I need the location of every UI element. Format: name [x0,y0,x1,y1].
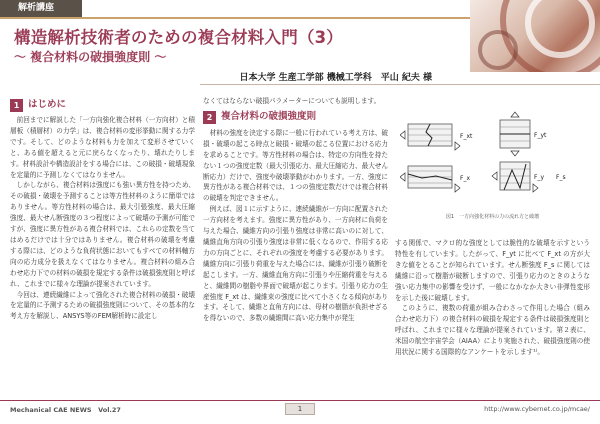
figure-caption: 図1 一方向強化材料の力の流れ方と破壊 [445,214,540,220]
paragraph: なくてはならない破損パラメーターについても説明します。 [203,97,381,105]
section-title: 複合材料の破損強度則 [221,111,317,123]
column-1 [10,96,195,322]
paragraph: このように、複数の荷重が組み合わさって作用した場合（組み合わせ応力下）の複合材料の破損を規定する条件は破損強度則と呼ばれ、これまでに様々な理論が提案されています。第２表に、米国の航空宇宙学会（AIAA）により実施された、破損強度則の使用状況に関する国際的なアンケートを示します¹⁾。 [395,304,590,357]
header-decoration-image [470,0,600,72]
figure-label: F_x [460,175,471,182]
section-title: はじめに [28,98,67,110]
page-title: 構造解析技術者のための複合材料入門（3） [14,28,343,47]
figure-1-diagram [400,110,582,202]
figure-label: F_y [534,174,545,181]
publication-name: Mechanical CAE NEWS Vol.27 [10,406,121,414]
paragraph: 今回は、連続繊維によって強化された複合材料の破損・破壊を定量的に予測するための破損強度則について、その基本的な考え方を解説し、ANSYS等のFEM解析時に設定し [10,290,195,321]
column-2 [203,96,388,324]
section-number: 2 [203,111,216,124]
figure-label: F_yt [534,132,547,139]
paragraph: する関係で、マクロ的な強度としては脆性的な破壊を示すという特性を有しています。したがって、F_yt に比べて F_xt の方が大きな値をとることが知られています。せん断強度 F_s に関しては繊維に沿って樹脂が破断しますので、引張り応力のときのような強い応力集中の影響を受けず、一般になかなか大きい非弾性変形を示した後に破壊します。 [395,239,590,302]
section-heading [203,111,388,125]
section-heading [10,98,195,112]
author-rule [200,84,600,85]
section-number: 1 [10,99,23,112]
paragraph: 例えば、図１に示すように、連続繊維が一方向に配置された一方向材を考えます。強度に異方性があり、一方向材に負荷を与えた場合、繊維方向の引張り強度は非常に高いのに対して、繊維直角方向の引張り強度は非常に低くなるので、作用する応力の方向ごとに、それぞれの強度を考慮する必要があります。繊維方向に引張り荷重を与えた場合には、繊維が引張り破断を起こします。一方、繊維直角方向に引張りや圧縮荷重を与えると、繊維間の樹脂や界面で破壊が起こります。引張り応力の生産強度 F_xt は、繊維束の強度に比べて小さくなる傾向があります。そして、繊維と直角方向には、母材の樹脂が負担せざるを得ないので、多数の繊維間に高い応力集中が発生 [203,205,388,323]
page-subtitle: ～ 複合材料の破損強度則 ～ [14,50,167,64]
page-number: 1 [285,403,315,415]
footer-rule [0,400,600,401]
column-3 [395,238,590,358]
website-url[interactable]: http://www.cybernet.co.jp/mcae/ [484,405,590,413]
paragraph: 前回までに解説した「一方向強化複合材料（一方向材）と積層板（積層材）の力学」は、複合材料の変形挙動に関する力学です。そして、どのような材料も力を加えて変形させていくと、ある値を超えると元に戻らなくなったり、壊れたりします。材料設計や構造設計をする場合には、この破損・破壊現象を定量的に予測しなくてはなりません。 [10,116,195,179]
figure-label: F_s [556,174,566,181]
paragraph: しかしながら、複合材料は強度にも強い異方性を持つため、その破損・破壊を予測することは等方性材料のように簡単ではありません。等方性材料の場合は、最大引張強度、最大圧縮強度、最大せん断強度の３つ程度によって破壊の予測が可能ですが、強度に異方性がある複合材料では、これらの定数を当てはめるだけでは十分ではありません。複合材料の破壊を考慮する際には、どのような負荷状態においてもすべての材料軸方向の応力成分を扱えなくてはなりません。複合材料の組み合わせ応力下での材料の破損を規定する条件は破損強度則と呼ばれ、これまでに様々な理論が提案されています。 [10,181,195,288]
author-line: 日本大学 生産工学部 機械工学科 平山 紀夫 様 [239,73,432,83]
paragraph: 材料の強度を決定する際に一般に行われている考え方は、破損・破壊の起こる時点と破損・破壊の起こる位置における応力を求めることです。等方性材料の場合は、特定の方向性を持たない１つの強度定数（最大引張応力、最大圧縮応力、最大せん断応力）だけで、強度や破壊挙動がわかります。一方、強度に異方性がある複合材料では、１つの強度定数だけでは複合材料の破壊を判定できません。 [203,128,388,203]
figure-label: F_xt [460,133,473,140]
category-tab [0,0,82,17]
category-label: 解析講座 [18,3,55,13]
header-rule [0,17,470,19]
